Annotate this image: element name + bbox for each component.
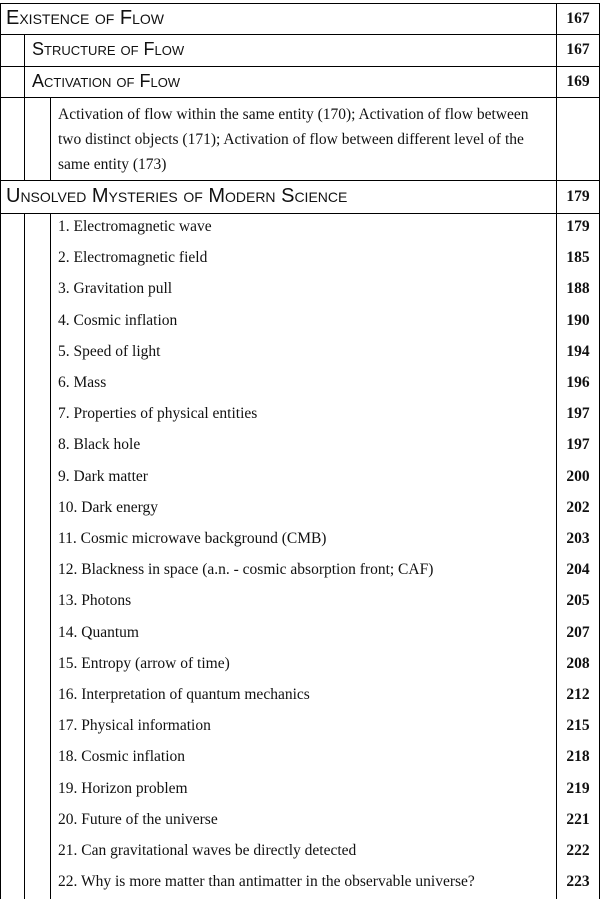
item-page: 223 (566, 873, 590, 891)
item-label: 8. Black hole (58, 436, 141, 454)
item-label: 4. Cosmic inflation (58, 311, 178, 329)
item-label: 12. Blackness in space (a.n. - cosmic absorption front; CAF) (58, 561, 434, 579)
rule (0, 213, 600, 214)
item-page: 205 (566, 592, 590, 610)
item-label: 5. Speed of light (58, 342, 161, 360)
rule (0, 3, 600, 4)
item-label: 17. Physical information (58, 717, 211, 735)
section-title: Existence of Flow (6, 7, 165, 29)
item-label: 19. Horizon problem (58, 779, 188, 797)
item-page: 221 (566, 810, 590, 828)
item-page: 204 (566, 561, 590, 579)
item-page: 197 (566, 436, 590, 454)
rule (24, 97, 25, 181)
activation-details: Activation of flow within the same entity (170); Activation of flow between two distinct objects (171); Activation of flow between different level of the same entity (173) (58, 106, 529, 173)
rule (0, 66, 600, 67)
item-page: 179 (566, 218, 590, 235)
item-label: 7. Properties of physical entities (58, 405, 258, 423)
item-page: 202 (566, 498, 590, 516)
item-label: 10. Dark energy (58, 498, 159, 516)
subsection-page: 169 (566, 73, 590, 90)
item-label: 15. Entropy (arrow of time) (58, 654, 230, 672)
item-label: 3. Gravitation pull (58, 280, 173, 298)
item-page: 219 (566, 779, 590, 797)
rule (24, 213, 25, 899)
item-label: 14. Quantum (58, 623, 139, 641)
rule (50, 97, 51, 181)
item-label: 6. Mass (58, 374, 107, 391)
section-title: Unsolved Mysteries of Modern Science (6, 185, 348, 207)
rule (0, 180, 600, 181)
subsection-title: Activation of Flow (32, 71, 181, 91)
section-page: 179 (566, 188, 590, 205)
item-page: 203 (566, 530, 590, 547)
item-label: 11. Cosmic microwave background (CMB) (58, 530, 327, 547)
item-page: 194 (566, 342, 590, 360)
item-label: 2. Electromagnetic field (58, 249, 208, 267)
item-label: 13. Photons (58, 592, 132, 610)
item-page: 196 (566, 374, 590, 391)
item-page: 200 (566, 467, 590, 485)
item-label: 16. Interpretation of quantum mechanics (58, 686, 310, 703)
rule (0, 97, 600, 98)
subsection-title: Structure of Flow (32, 39, 185, 59)
item-page: 218 (566, 748, 590, 766)
item-page: 212 (566, 686, 590, 703)
item-page: 207 (566, 623, 590, 641)
subsection-page: 167 (566, 41, 590, 58)
item-page: 188 (566, 280, 590, 298)
item-label: 20. Future of the universe (58, 810, 218, 828)
item-label: 21. Can gravitational waves be directly detected (58, 842, 357, 859)
item-label: 9. Dark matter (58, 467, 148, 485)
item-label: 1. Electromagnetic wave (58, 218, 212, 235)
item-page: 197 (566, 405, 590, 423)
item-page: 208 (566, 654, 590, 672)
rule (0, 34, 600, 35)
item-page: 185 (566, 249, 590, 267)
item-label: 18. Cosmic inflation (58, 748, 186, 766)
rule (0, 3, 1, 899)
item-page: 222 (566, 842, 590, 859)
section-page: 167 (566, 10, 590, 27)
item-page: 215 (566, 717, 590, 735)
rule (50, 213, 51, 899)
item-label: 22. Why is more matter than antimatter in the observable universe? (58, 873, 475, 891)
item-page: 190 (566, 311, 590, 329)
